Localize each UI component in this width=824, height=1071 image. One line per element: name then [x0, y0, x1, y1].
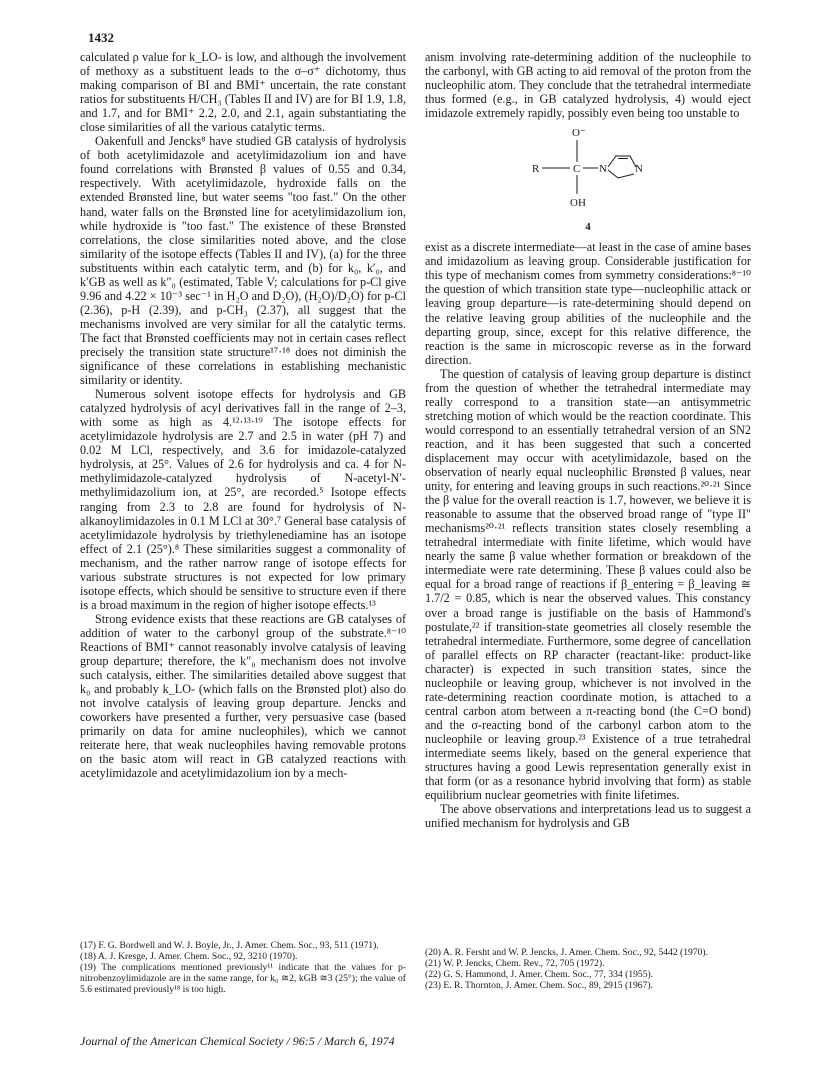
footnote: (18) A. J. Kresge, J. Amer. Chem. Soc., 92, 3210 (1970).: [80, 951, 298, 962]
tetrahedral-intermediate-structure: [518, 124, 658, 218]
paragraph: Oakenfull and Jencks⁸ have studied GB catalysis of hydrolysis of both acetylimidazole and acetylimidazolium ion and have found correlations with Brønsted β values of 0.55 and 0.34, respectively. With acetylimidazole, hydroxide falls on the extended Brønsted line, but water seems "too fast." On the other hand, water falls on the Brønsted line for acetylimidazolium ion, while hydroxide is "too fast." The existence of these Brønsted correlations, the close similarities noted above, and the close similarity of the isotope effects (Tables II and IV), (a) for the three substituents within each catalytic term, and (b) for k₀, k′₀, and k′GB as well as k″₀ (estimated, Table V; calculations for p-Cl give 9.96 and 4.22 × 10⁻³ sec⁻¹ in H₂O and D₂O), (H₂O)/D₂O) for p-Cl (2.36), p-H (2.39), and p-CH₃ (2.37), all suggest that the mechanisms involved are very similar for all the catalytic terms. The fact that Brønsted coefficients may not in certain cases reflect precisely the transition state structure¹⁷·¹⁸ does not diminish the significance of these correlations in establishing mechanistic similarity or identity.: [80, 134, 406, 388]
paragraph: exist as a discrete intermediate—at least in the case of amine bases and imidazolium as leaving group. Considerable justification for this type of mechanism comes from symmetry considerations:⁸⁻¹⁰ the question of which transition state type—nucleophilic attack or leaving group departure—is rate-determining should depend on the relative leaving group abilities of the nucleophile and the departing group, since, except for this relative difference, the reaction is the same in microscopic reverse as in the forward direction.: [425, 240, 751, 367]
footnotes-left: [80, 940, 406, 995]
imidazole-ring-top: [608, 156, 636, 167]
paragraph: Strong evidence exists that these reactions are GB catalyses of addition of water to the carbonyl group of the substrate.⁸⁻¹⁰ Reactions of BMI⁺ cannot reasonably involve catalysis of leaving group departure; therefore, the k″₀ mechanism does not involve such catalysis, either. The similarities detailed above suggest that k₀ and probably k_LO- (which falls on the Brønsted plot) also do not involve catalysis of leaving group departure. Jencks and coworkers have presented a further, very persuasive case (based primarily on data for amine nucleophiles), which we cannot reiterate here, that weak nucleophiles having removable protons on the basic atom will react in GB catalyzed reactions with acetylimidazole and acetylimidazolium ion by a mech-: [80, 611, 406, 781]
right-column: [425, 50, 751, 830]
footnote: (17) F. G. Bordwell and W. J. Boyle, Jr., J. Amer. Chem. Soc., 93, 511 (1971).: [80, 940, 379, 951]
left-column: [80, 50, 406, 780]
imidazole-n1-label: N: [599, 163, 607, 176]
footnotes-right: [425, 947, 751, 991]
footnote: (19) The complications mentioned previously¹¹ indicate that the values for p-nitrobenzoylimidazole are in the same range, for k₀ ≅2, kGB ≅3 (25°); the value of 5.6 estimated previously¹⁸ is too high.: [80, 962, 406, 995]
footnote: (22) G. S. Hammond, J. Amer. Chem. Soc., 77, 334 (1955).: [425, 969, 654, 980]
paragraph: The above observations and interpretations lead us to suggest a unified mechanism for hydrolysis and GB: [425, 802, 751, 831]
page-number: 1432: [88, 30, 114, 45]
paragraph: calculated ρ value for k_LO- is low, and although the involvement of methoxy as a substituent leads to the σ–σ⁺ dichotomy, thus making comparison of BI and BMI⁺ uncertain, the rate constant ratios for substituents H/CH₃ (Tables II and IV) are for BI 1.9, 1.8, and 1.7, and for BMI⁺ 2.2, 2.0, and 2.1, again substantiating the close similarities of all the various catalytic terms.: [80, 50, 406, 135]
r-group-label: R: [532, 163, 540, 176]
paragraph: anism involving rate-determining addition of the nucleophile to the carbonyl, with GB acting to aid removal of the proton from the nucleophilic atom. They conclude that the tetrahedral intermediate thus formed (e.g., in GB catalyzed hydrolysis, 4) would eject imidazole extremely rapidly, possibly even being too unstable to: [425, 50, 751, 121]
structure-number: 4: [585, 221, 591, 234]
imidazole-ring-bottom: [608, 170, 634, 178]
paragraph: The question of catalysis of leaving group departure is distinct from the question of whether the tetrahedral intermediate may really correspond to a transition state—an antisymmetric stretching motion of which would be the reaction coordinate. This would correspond to an essentially tetrahedral version of an SN2 reaction, and it has been suggested that such a concerted displacement may occur with acetylimidazole, based on the observation of nearly equal nucleophilic Brønsted β values, near unity, for entering and leaving groups in such reactions.²⁰·²¹ Since the β value for the overall reaction is 1.7, however, we believe it is reasonable to assume that the observed broad range of "type II" mechanisms²⁰·²¹ reflects transition states closely resembling a tetrahedral intermediate with finite lifetime, which would have nearly the same β value whether formation or breakdown of the intermediate were rate determining. These β values could also be equal for a broad range of reactions if β_entering = β_leaving ≅ 1.7/2 = 0.85, which is near the observed values. This constancy over a broad range is justifiable on the basis of Hammond's postulate,²² if transition-state geometries all closely resemble the tetrahedral intermediate. Furthermore, some degree of cancellation of parallel effects on RP character (reactant-like: product-like character) is expected in such transition states, since the nucleophile or leaving group, whichever is not involved in the rate-determining reaction coordinate motion, is attached to a central carbon atom between a π-reacting bond (the C=O bond) and the σ-reacting bond of the carbonyl carbon atom to the nucleophile or leaving group.²³ Existence of a true tetrahedral intermediate seems likely, based on the general experience that structures having a good Lewis representation generally exist in that form (or as a resonance hybrid involving that form) as stable equilibrium nuclear geometries with finite lifetimes.: [425, 366, 751, 803]
paragraph: Numerous solvent isotope effects for hydrolysis and GB catalyzed hydrolysis of acyl derivatives fall in the range of 2–3, with some as high as 4.¹²·¹³·¹⁹ The isotope effects for acetylimidazole hydrolysis are 2.7 and 2.5 in water (pH 7) and 0.02 M LCl, respectively, and 3.6 for imidazole-catalyzed hydrolysis, at 25°. Values of 2.6 for hydrolysis and ca. 4 for N-methylimidazole-catalyzed hydrolysis of N-acetyl-N′-methylimidazolium ion, at 25°, are recorded.⁵ Isotope effects ranging from 2.3 to 2.8 are found for hydrolysis of N-alkanoylimidazoles in 0.1 M LCl at 30°.⁷ General base catalysis of acetylimidazole hydrolysis by triethylenediamine has an isotope effect of 2.1 (25°).⁸ These similarities suggest a commonality of mechanism, and the rather narrow range of isotope effects for various substrate structures is not expected for low primary isotope effects, which should be sensitive to structure even if there is a broad maximum in the region of higher isotope effects.¹³: [80, 387, 406, 612]
imidazole-n2-label: N: [635, 163, 643, 176]
footnote: (21) W. P. Jencks, Chem. Rev., 72, 705 (1972).: [425, 958, 605, 969]
carbon-label: C: [573, 163, 581, 176]
hydroxyl-label: OH: [570, 197, 586, 210]
footnote: (20) A. R. Fersht and W. P. Jencks, J. Amer. Chem. Soc., 92, 5442 (1970).: [425, 947, 709, 958]
footnote: (23) E. R. Thornton, J. Amer. Chem. Soc., 89, 2915 (1967).: [425, 980, 653, 991]
oxide-label: O⁻: [572, 127, 586, 140]
journal-footer: Journal of the American Chemical Society / 96:5 / March 6, 1974: [80, 1034, 395, 1048]
